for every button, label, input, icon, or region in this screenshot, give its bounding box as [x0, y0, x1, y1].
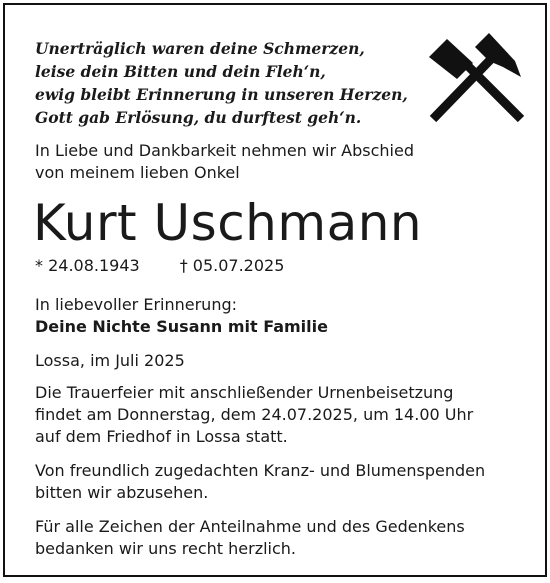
ceremony-info [35, 382, 473, 448]
ceremony-line-2: findet am Donnerstag, dem 24.07.2025, um 14.00 Uhr [35, 405, 474, 424]
life-dates [35, 255, 284, 277]
intro-text [35, 140, 414, 184]
place-date-line: Lossa, im Juli 2025 [35, 351, 185, 370]
birth-date: * 24.08.1943 [35, 256, 140, 275]
place-date [35, 350, 185, 372]
family-signature: Deine Nichte Susann mit Familie [35, 317, 328, 336]
poem-line-2: leise dein Bitten und dein Fleh‘n, [35, 62, 326, 81]
intro-line-1: In Liebe und Dankbarkeit nehmen wir Abschied [35, 141, 414, 160]
thanks-note [35, 516, 465, 560]
flowers-line-2: bitten wir abzusehen. [35, 483, 209, 502]
flowers-note [35, 460, 485, 504]
poem-line-1: Unerträglich waren deine Schmerzen, [35, 39, 365, 58]
memory-block [35, 294, 328, 338]
thanks-line-1: Für alle Zeichen der Anteilnahme und des Gedenkens [35, 517, 465, 536]
ceremony-line-1: Die Trauerfeier mit anschließender Urnenbeisetzung [35, 383, 454, 402]
ceremony-line-3: auf dem Friedhof in Lossa statt. [35, 427, 288, 446]
poem-line-4: Gott gab Erlösung, du durftest geh‘n. [35, 108, 362, 127]
poem [35, 37, 408, 129]
crossed-hammers-icon [423, 33, 531, 125]
thanks-line-2: bedanken wir uns recht herzlich. [35, 539, 297, 558]
deceased-name: Kurt Uschmann [33, 194, 423, 252]
intro-line-2: von meinem lieben Onkel [35, 163, 240, 182]
flowers-line-1: Von freundlich zugedachten Kranz- und Blumenspenden [35, 461, 486, 480]
memory-line: In liebevoller Erinnerung: [35, 295, 237, 314]
poem-line-3: ewig bleibt Erinnerung in unseren Herzen, [35, 85, 408, 104]
death-date: † 05.07.2025 [179, 256, 285, 275]
obituary-notice [3, 3, 547, 577]
